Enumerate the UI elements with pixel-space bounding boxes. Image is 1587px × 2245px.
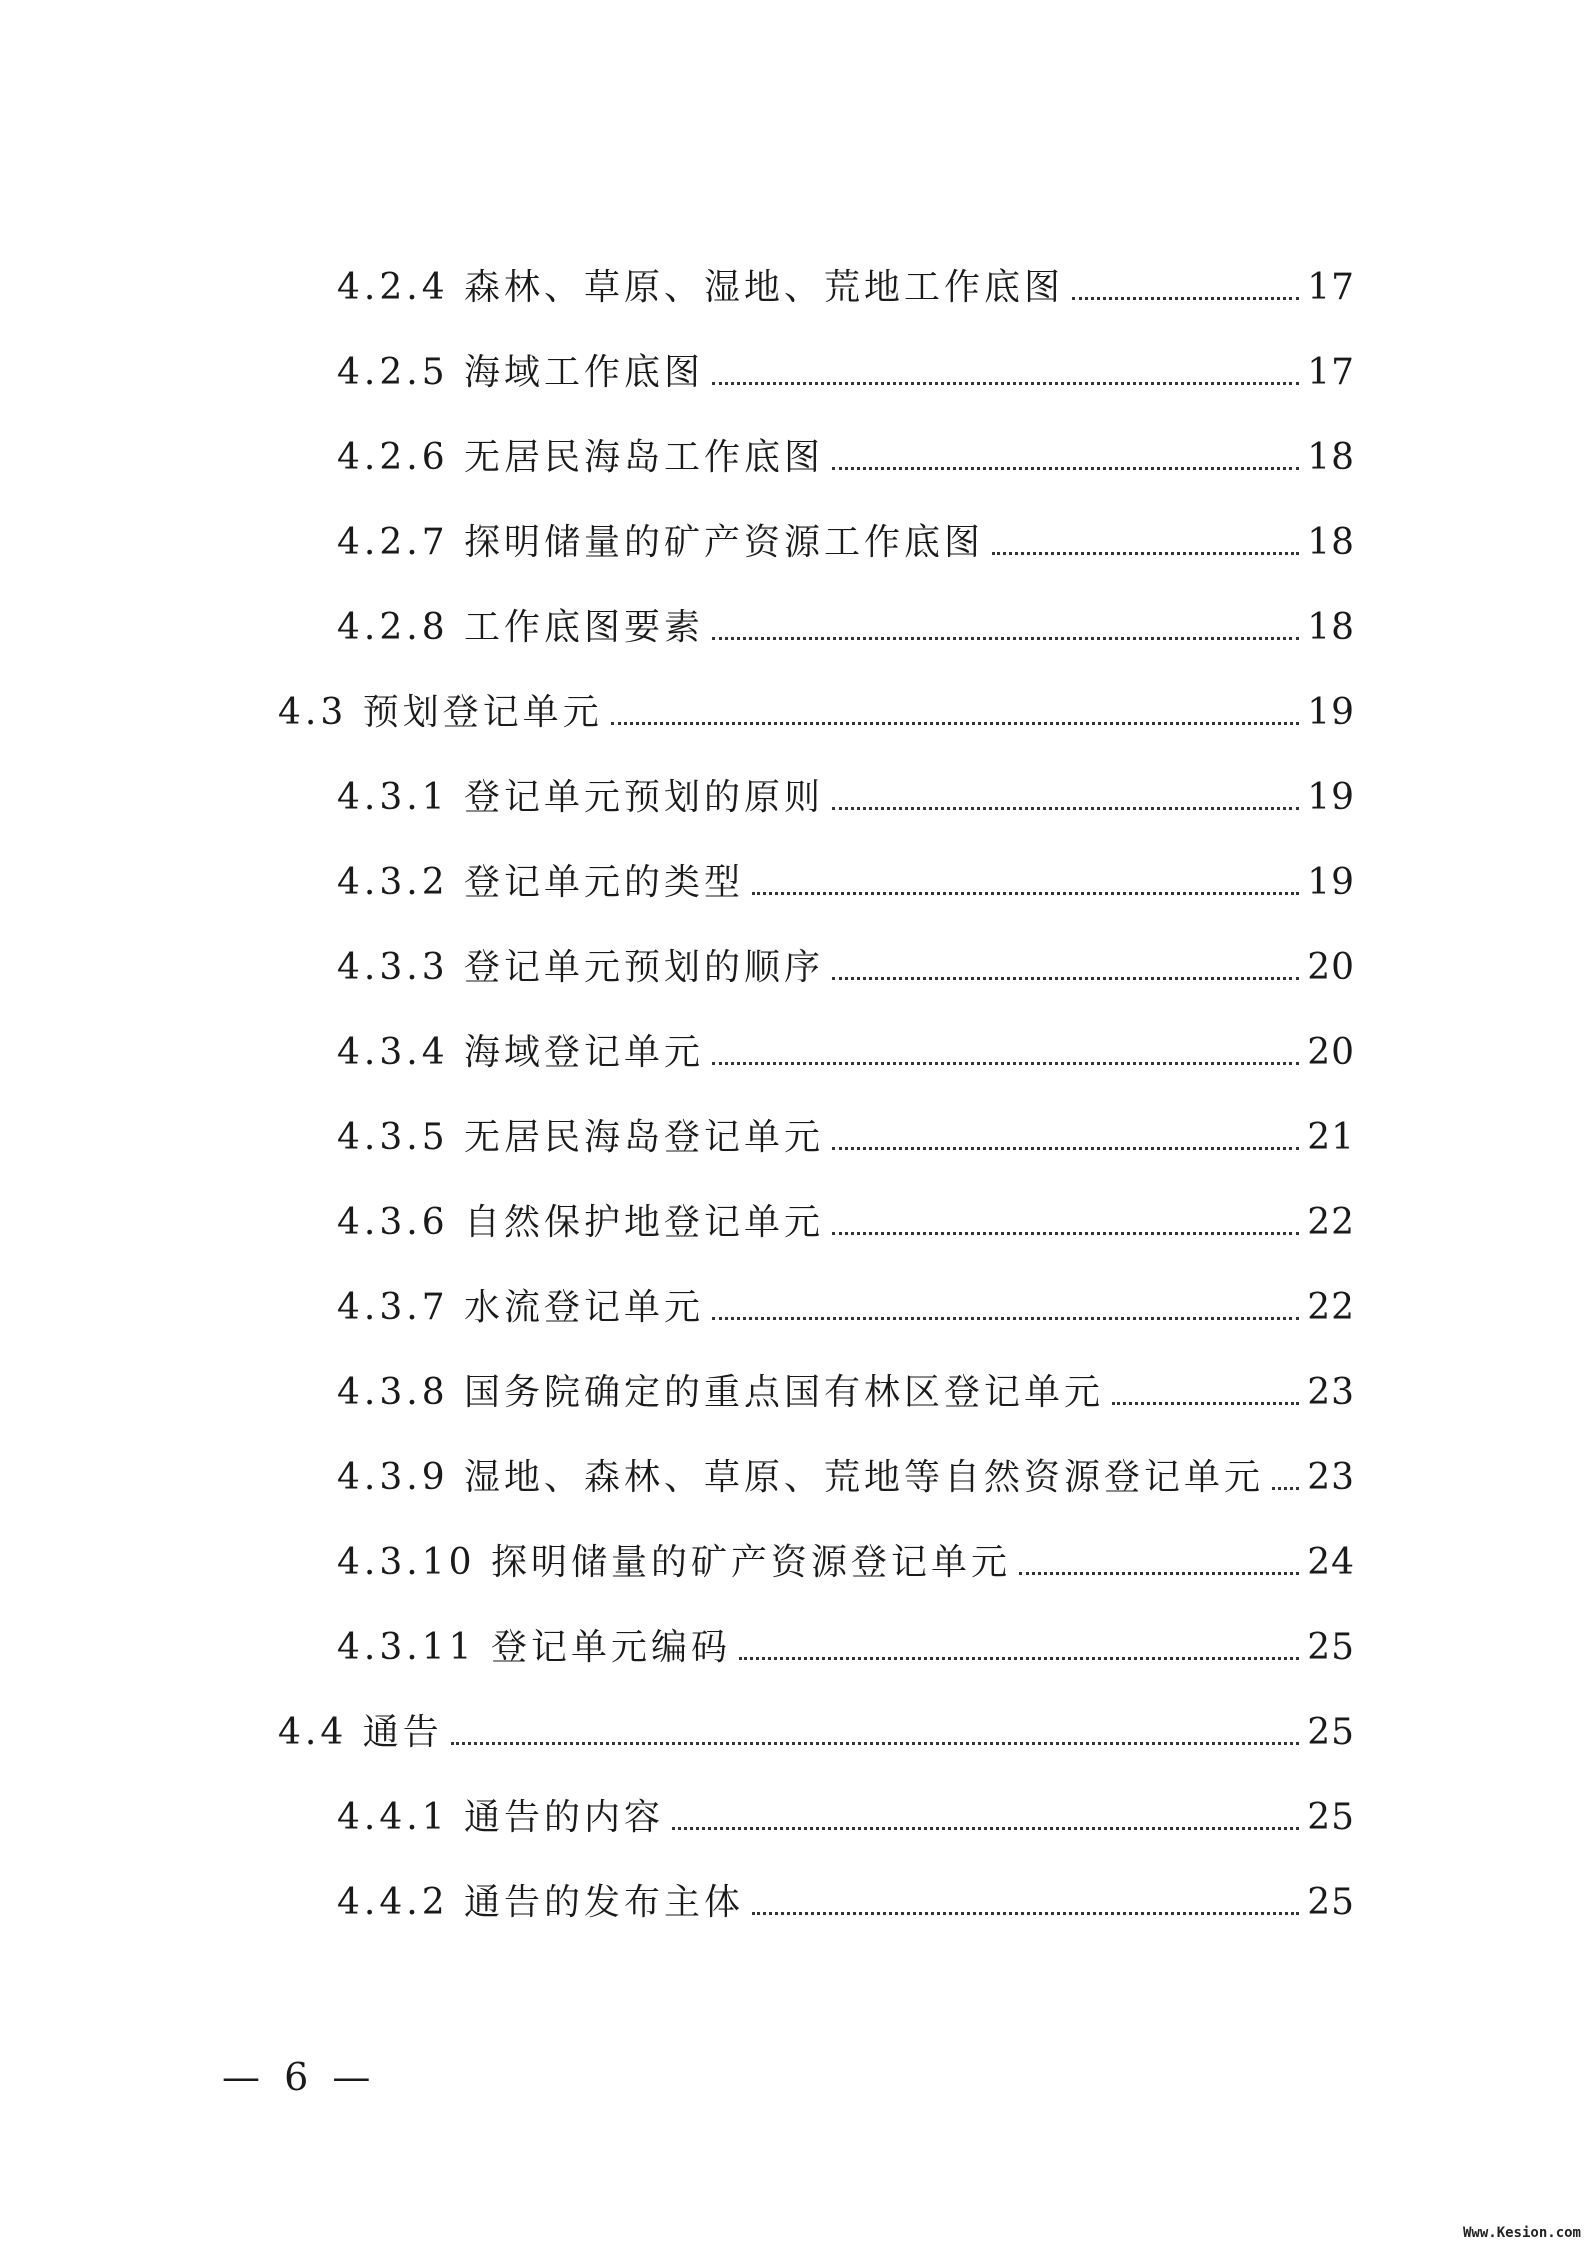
toc-entry-label: 4.3.5 无居民海岛登记单元	[337, 1117, 825, 1158]
toc-entry[interactable]	[337, 505, 1355, 565]
toc-entry-label: 4.3.6 自然保护地登记单元	[337, 1202, 825, 1243]
toc-entry-label: 4.2.7 探明储量的矿产资源工作底图	[337, 522, 985, 563]
toc-entry-label: 4.3.4 海域登记单元	[337, 1032, 705, 1073]
toc-entry-page-number: 22	[1307, 1287, 1355, 1328]
toc-entry[interactable]	[278, 675, 1355, 735]
toc-dot-leader	[739, 1657, 1299, 1660]
toc-entry-label: 4.2.8 工作底图要素	[337, 607, 705, 648]
toc-entry[interactable]	[337, 760, 1355, 820]
toc-entry-page-number: 17	[1307, 267, 1355, 308]
toc-entry-page-number: 18	[1307, 522, 1355, 563]
toc-entry-label: 4.4 通告	[278, 1712, 443, 1753]
watermark: Www.Kesion.com	[1462, 2225, 1581, 2241]
toc-entry-label: 4.2.4 森林、草原、湿地、荒地工作底图	[337, 267, 1065, 308]
toc-entry-label: 4.3.11 登记单元编码	[337, 1627, 731, 1668]
toc-entry-page-number: 20	[1307, 947, 1355, 988]
toc-entry-label: 4.3.10 探明储量的矿产资源登记单元	[337, 1542, 1011, 1583]
toc-entry[interactable]	[337, 1610, 1355, 1670]
toc-entry-label: 4.2.5 海域工作底图	[337, 352, 705, 393]
toc-dot-leader	[672, 1827, 1299, 1830]
toc-entry-page-number: 18	[1307, 437, 1355, 478]
toc-entry-page-number: 25	[1307, 1882, 1355, 1923]
toc-entry[interactable]	[337, 1780, 1355, 1840]
toc-dot-leader	[712, 1062, 1299, 1065]
toc-entry[interactable]	[337, 420, 1355, 480]
toc-dot-leader	[1112, 1402, 1299, 1405]
toc-entry-page-number: 24	[1307, 1542, 1355, 1583]
toc-dot-leader	[752, 892, 1299, 895]
toc-entry-page-number: 25	[1307, 1797, 1355, 1838]
toc-entry-page-number: 21	[1307, 1117, 1355, 1158]
toc-entry-label: 4.4.1 通告的内容	[337, 1797, 665, 1838]
toc-entry[interactable]	[337, 1100, 1355, 1160]
toc-entry-page-number: 19	[1307, 777, 1355, 818]
toc-dot-leader	[832, 1232, 1299, 1235]
toc-entry-page-number: 18	[1307, 607, 1355, 648]
toc-dot-leader	[611, 722, 1299, 725]
toc-entry[interactable]	[337, 1525, 1355, 1585]
toc-dot-leader	[712, 637, 1299, 640]
toc-entry-label: 4.3.1 登记单元预划的原则	[337, 777, 825, 818]
toc-entry[interactable]	[337, 1440, 1355, 1500]
toc-dot-leader	[752, 1912, 1299, 1915]
toc-entry[interactable]	[337, 1185, 1355, 1245]
toc-entry-page-number: 22	[1307, 1202, 1355, 1243]
toc-entry[interactable]	[337, 1270, 1355, 1330]
toc-entry-label: 4.3.9 湿地、森林、草原、荒地等自然资源登记单元	[337, 1457, 1265, 1498]
toc-entry-page-number: 25	[1307, 1627, 1355, 1668]
toc-entry-page-number: 23	[1307, 1372, 1355, 1413]
toc-entry-label: 4.3 预划登记单元	[278, 692, 603, 733]
toc-dot-leader	[832, 1147, 1299, 1150]
toc-entry-page-number: 23	[1307, 1457, 1355, 1498]
toc-entry[interactable]	[337, 930, 1355, 990]
toc-entry-page-number: 25	[1307, 1712, 1355, 1753]
toc-dot-leader	[1019, 1572, 1299, 1575]
toc-dot-leader	[1072, 297, 1299, 300]
toc-dot-leader	[712, 1317, 1299, 1320]
toc-entry-label: 4.4.2 通告的发布主体	[337, 1882, 745, 1923]
toc-entry[interactable]	[337, 845, 1355, 905]
toc-entry-page-number: 17	[1307, 352, 1355, 393]
toc-dot-leader	[451, 1742, 1299, 1745]
toc-entry[interactable]	[337, 590, 1355, 650]
toc-dot-leader	[832, 807, 1299, 810]
toc-entry-label: 4.3.3 登记单元预划的顺序	[337, 947, 825, 988]
toc-entry-page-number: 19	[1307, 692, 1355, 733]
toc-entry[interactable]	[278, 1695, 1355, 1755]
toc-entry-label: 4.3.7 水流登记单元	[337, 1287, 705, 1328]
toc-entry-page-number: 20	[1307, 1032, 1355, 1073]
toc-entry[interactable]	[337, 335, 1355, 395]
toc-entry[interactable]	[337, 1015, 1355, 1075]
toc-dot-leader	[712, 382, 1299, 385]
toc-entry-label: 4.2.6 无居民海岛工作底图	[337, 437, 825, 478]
toc-entry-label: 4.3.2 登记单元的类型	[337, 862, 745, 903]
toc-entry[interactable]	[337, 1865, 1355, 1925]
toc-dot-leader	[992, 552, 1299, 555]
toc-dot-leader	[832, 467, 1299, 470]
toc-dot-leader	[1272, 1487, 1299, 1490]
toc-entry[interactable]	[337, 1355, 1355, 1415]
toc-entry-page-number: 19	[1307, 862, 1355, 903]
toc-entry-label: 4.3.8 国务院确定的重点国有林区登记单元	[337, 1372, 1105, 1413]
toc-dot-leader	[832, 977, 1299, 980]
toc-entry[interactable]	[337, 250, 1355, 310]
page-number: — 6 —	[222, 2055, 377, 2099]
